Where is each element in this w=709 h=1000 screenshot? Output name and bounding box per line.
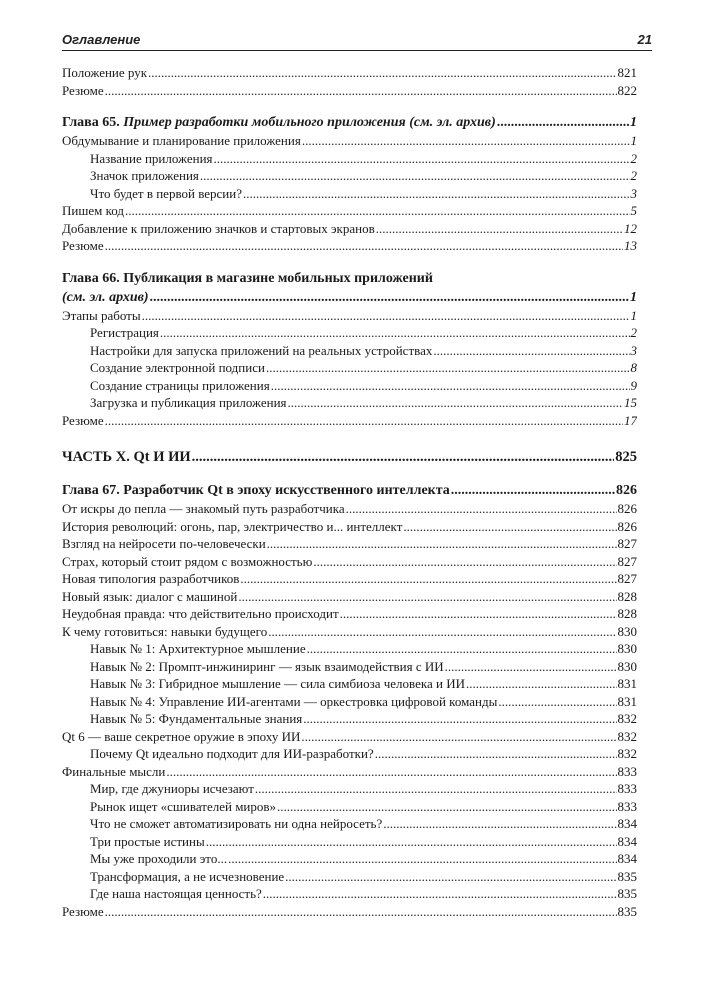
- toc-entry[interactable]: [62, 780, 637, 798]
- entry-title: Настройки для запуска приложений на реальных устройствах: [90, 342, 433, 358]
- toc-chapter-66[interactable]: [62, 269, 637, 307]
- dot-leader: [240, 570, 616, 588]
- entry-page: 834: [617, 816, 637, 831]
- chapter-title: Пример разработки мобильного приложения (см. эл. архив): [123, 115, 496, 130]
- dot-leader: [268, 623, 616, 641]
- entry-page: 821: [617, 65, 637, 80]
- toc-intro-section: [62, 64, 637, 99]
- header-page-number: 21: [637, 32, 652, 47]
- entry-page: 17: [624, 412, 637, 428]
- entry-page: 826: [617, 518, 637, 534]
- dot-leader: [105, 82, 617, 100]
- dot-leader: [466, 675, 617, 693]
- toc-entry[interactable]: [62, 850, 637, 868]
- entry-page: 828: [617, 588, 637, 604]
- toc-entry[interactable]: [62, 833, 637, 851]
- dot-leader: [285, 868, 616, 886]
- toc-entry[interactable]: [62, 710, 637, 728]
- table-of-contents: [62, 64, 637, 920]
- part-title: ЧАСТЬ X. Qt И ИИ: [62, 449, 191, 465]
- entry-page: 832: [617, 728, 637, 744]
- entry-title: Навык № 5: Фундаментальные знания: [90, 711, 303, 726]
- dot-leader: [200, 167, 630, 185]
- chapter-prefix: Глава 65.: [62, 115, 124, 130]
- toc-chapter-65-items: [62, 132, 637, 255]
- entry-page: 13: [624, 238, 637, 253]
- entry-title: Обдумывание и планирование приложения: [62, 133, 301, 148]
- entry-page: 827: [617, 536, 637, 551]
- dot-leader: [243, 185, 630, 203]
- entry-title: Резюме: [62, 238, 104, 253]
- entry-page: 835: [617, 903, 637, 919]
- dot-leader: [266, 359, 630, 377]
- toc-entry[interactable]: [62, 500, 637, 518]
- dot-leader: [497, 113, 629, 132]
- entry-page: 3: [630, 185, 637, 201]
- toc-entry[interactable]: [62, 202, 637, 220]
- chapter-page: 1: [630, 289, 637, 305]
- toc-entry[interactable]: [62, 623, 637, 641]
- dot-leader: [451, 481, 615, 500]
- dot-leader: [301, 728, 616, 746]
- entry-page: 835: [617, 868, 637, 884]
- entry-title: Финальные мысли: [62, 763, 166, 779]
- header-title: Оглавление: [62, 32, 141, 47]
- dot-leader: [105, 903, 617, 921]
- entry-title: Добавление к приложению значков и стартовых экранов: [62, 220, 375, 236]
- entry-page: 9: [630, 377, 637, 393]
- toc-entry[interactable]: [62, 605, 637, 623]
- dot-leader: [125, 202, 630, 220]
- entry-title: Рынок ищет «сшивателей миров»: [90, 798, 277, 814]
- dot-leader: [313, 553, 616, 571]
- entry-title: Навык № 2: Промпт-инжиниринг — язык взаимодействия с ИИ: [90, 658, 444, 674]
- toc-entry[interactable]: [62, 307, 637, 325]
- toc-entry[interactable]: [62, 868, 637, 886]
- entry-page: 15: [624, 395, 637, 410]
- toc-entry[interactable]: [62, 763, 637, 781]
- toc-chapter-67[interactable]: [62, 481, 637, 500]
- toc-entry[interactable]: [62, 324, 637, 342]
- entry-title: Три простые истины: [90, 833, 205, 849]
- chapter-page: 1: [630, 115, 637, 130]
- entry-page: 12: [624, 220, 637, 236]
- entry-title: Название приложения: [90, 150, 213, 166]
- toc-entry[interactable]: [62, 359, 637, 377]
- dot-leader: [375, 745, 617, 763]
- part-page: 825: [615, 449, 637, 465]
- entry-title: Навык № 4: Управление ИИ-агентами — оркестровка цифровой команды: [90, 693, 498, 709]
- entry-page: 826: [617, 501, 637, 516]
- toc-part-x[interactable]: [62, 447, 637, 467]
- toc-entry[interactable]: [62, 815, 637, 833]
- entry-page: 834: [617, 851, 637, 866]
- dot-leader: [206, 833, 617, 851]
- dot-leader: [148, 64, 616, 82]
- toc-entry[interactable]: [62, 64, 637, 82]
- entry-title: История революций: огонь, пар, электричество и... интеллект: [62, 518, 403, 534]
- toc-chapter-66-items: [62, 307, 637, 430]
- entry-title: Мир, где джуниоры исчезают: [90, 781, 254, 796]
- entry-title: Мы уже проходили это...: [90, 851, 228, 866]
- dot-leader: [263, 885, 617, 903]
- running-header: [62, 30, 652, 51]
- dot-leader: [303, 710, 616, 728]
- toc-entry[interactable]: [62, 640, 637, 658]
- toc-entry[interactable]: [62, 693, 637, 711]
- toc-entry[interactable]: [62, 535, 637, 553]
- entry-page: 831: [617, 693, 637, 709]
- entry-title: Неудобная правда: что действительно происходит: [62, 606, 339, 621]
- dot-leader: [307, 640, 617, 658]
- dot-leader: [383, 815, 616, 833]
- entry-page: 8: [630, 360, 637, 375]
- entry-page: 1: [630, 307, 637, 323]
- entry-title: Значок приложения: [90, 168, 199, 183]
- entry-title: Страх, который стоит рядом с возможностью: [62, 553, 313, 569]
- toc-entry[interactable]: [62, 167, 637, 185]
- dot-leader: [403, 518, 616, 536]
- dot-leader: [346, 500, 617, 518]
- toc-entry[interactable]: [62, 903, 637, 921]
- dot-leader: [498, 693, 616, 711]
- toc-entry[interactable]: [62, 570, 637, 588]
- toc-entry[interactable]: [62, 745, 637, 763]
- chapter-title: Глава 67. Разработчик Qt в эпоху искусственного интеллекта: [62, 483, 450, 498]
- entry-page: 834: [617, 833, 637, 849]
- dot-leader: [302, 132, 630, 150]
- entry-title: Qt 6 — ваше секретное оружие в эпоху ИИ: [62, 728, 301, 744]
- entry-page: 828: [617, 606, 637, 621]
- dot-leader: [150, 288, 629, 307]
- entry-title: Где наша настоящая ценность?: [90, 886, 262, 901]
- entry-title: Взгляд на нейросети по-человечески: [62, 536, 266, 551]
- entry-title: Резюме: [62, 82, 104, 98]
- chapter-page: 826: [616, 483, 637, 498]
- entry-page: 2: [630, 168, 637, 183]
- toc-entry[interactable]: [62, 394, 637, 412]
- toc-entry[interactable]: [62, 885, 637, 903]
- dot-leader: [277, 798, 616, 816]
- entry-page: 827: [617, 553, 637, 569]
- entry-page: 830: [617, 623, 637, 639]
- toc-entry[interactable]: [62, 377, 637, 395]
- entry-title: От искры до пепла — знакомый путь разработчика: [62, 501, 345, 516]
- entry-title: Резюме: [62, 412, 104, 428]
- entry-page: 833: [617, 763, 637, 779]
- dot-leader: [238, 588, 616, 606]
- entry-page: 831: [617, 676, 637, 691]
- dot-leader: [376, 220, 623, 238]
- toc-chapter-67-items: [62, 500, 637, 920]
- toc-entry[interactable]: [62, 82, 637, 100]
- dot-leader: [105, 412, 623, 430]
- entry-title: Создание страницы приложения: [90, 377, 270, 393]
- entry-page: 832: [617, 746, 637, 761]
- entry-page: 832: [617, 711, 637, 726]
- entry-title: Почему Qt идеально подходит для ИИ-разработки?: [90, 746, 374, 761]
- toc-entry[interactable]: [62, 220, 637, 238]
- toc-entry[interactable]: [62, 412, 637, 430]
- entry-page: 2: [630, 325, 637, 340]
- entry-page: 830: [617, 658, 637, 674]
- dot-leader: [433, 342, 629, 360]
- dot-leader: [105, 237, 623, 255]
- dot-leader: [288, 394, 623, 412]
- entry-page: 833: [617, 781, 637, 796]
- dot-leader: [166, 763, 616, 781]
- toc-entry[interactable]: [62, 588, 637, 606]
- entry-title: Положение рук: [62, 65, 148, 80]
- entry-page: 835: [617, 886, 637, 901]
- dot-leader: [228, 850, 616, 868]
- entry-title: Трансформация, а не исчезновение: [90, 868, 285, 884]
- dot-leader: [255, 780, 617, 798]
- dot-leader: [271, 377, 630, 395]
- entry-title: Новая типология разработчиков: [62, 571, 240, 586]
- toc-entry[interactable]: [62, 798, 637, 816]
- dot-leader: [340, 605, 617, 623]
- chapter-title-line2: (см. эл. архив): [62, 289, 149, 305]
- entry-page: 3: [630, 342, 637, 358]
- entry-page: 830: [617, 641, 637, 656]
- toc-entry[interactable]: [62, 675, 637, 693]
- entry-title: Навык № 3: Гибридное мышление — сила симбиоза человека и ИИ: [90, 676, 465, 691]
- entry-page: 2: [630, 150, 637, 166]
- toc-entry[interactable]: [62, 132, 637, 150]
- entry-title: Что будет в первой версии?: [90, 185, 242, 201]
- toc-entry[interactable]: [62, 150, 637, 168]
- toc-entry[interactable]: [62, 658, 637, 676]
- entry-page: 1: [630, 133, 637, 148]
- dot-leader: [142, 307, 630, 325]
- dot-leader: [445, 658, 617, 676]
- toc-chapter-65[interactable]: [62, 113, 637, 132]
- entry-title: Регистрация: [90, 325, 159, 340]
- entry-title: К чему готовиться: навыки будущего: [62, 623, 268, 639]
- entry-page: 5: [630, 203, 637, 218]
- entry-title: Создание электронной подписи: [90, 360, 265, 375]
- entry-page: 822: [617, 82, 637, 98]
- toc-entry[interactable]: [62, 553, 637, 571]
- toc-entry[interactable]: [62, 728, 637, 746]
- entry-page: 833: [617, 798, 637, 814]
- entry-title: Этапы работы: [62, 307, 141, 323]
- entry-title: Новый язык: диалог с машиной: [62, 588, 238, 604]
- entry-title: Что не сможет автоматизировать ни одна нейросеть?: [90, 816, 383, 831]
- dot-leader: [192, 447, 615, 467]
- chapter-title-line1: Глава 66. Публикация в магазине мобильных приложений: [62, 270, 433, 286]
- toc-entry[interactable]: [62, 518, 637, 536]
- entry-title: Загрузка и публикация приложения: [90, 395, 287, 410]
- dot-leader: [267, 535, 617, 553]
- toc-entry[interactable]: [62, 342, 637, 360]
- toc-entry[interactable]: [62, 185, 637, 203]
- entry-page: 827: [617, 571, 637, 586]
- toc-entry[interactable]: [62, 237, 637, 255]
- dot-leader: [214, 150, 630, 168]
- dot-leader: [160, 324, 630, 342]
- entry-title: Пишем код: [62, 203, 124, 218]
- entry-title: Резюме: [62, 903, 104, 919]
- entry-title: Навык № 1: Архитектурное мышление: [90, 641, 306, 656]
